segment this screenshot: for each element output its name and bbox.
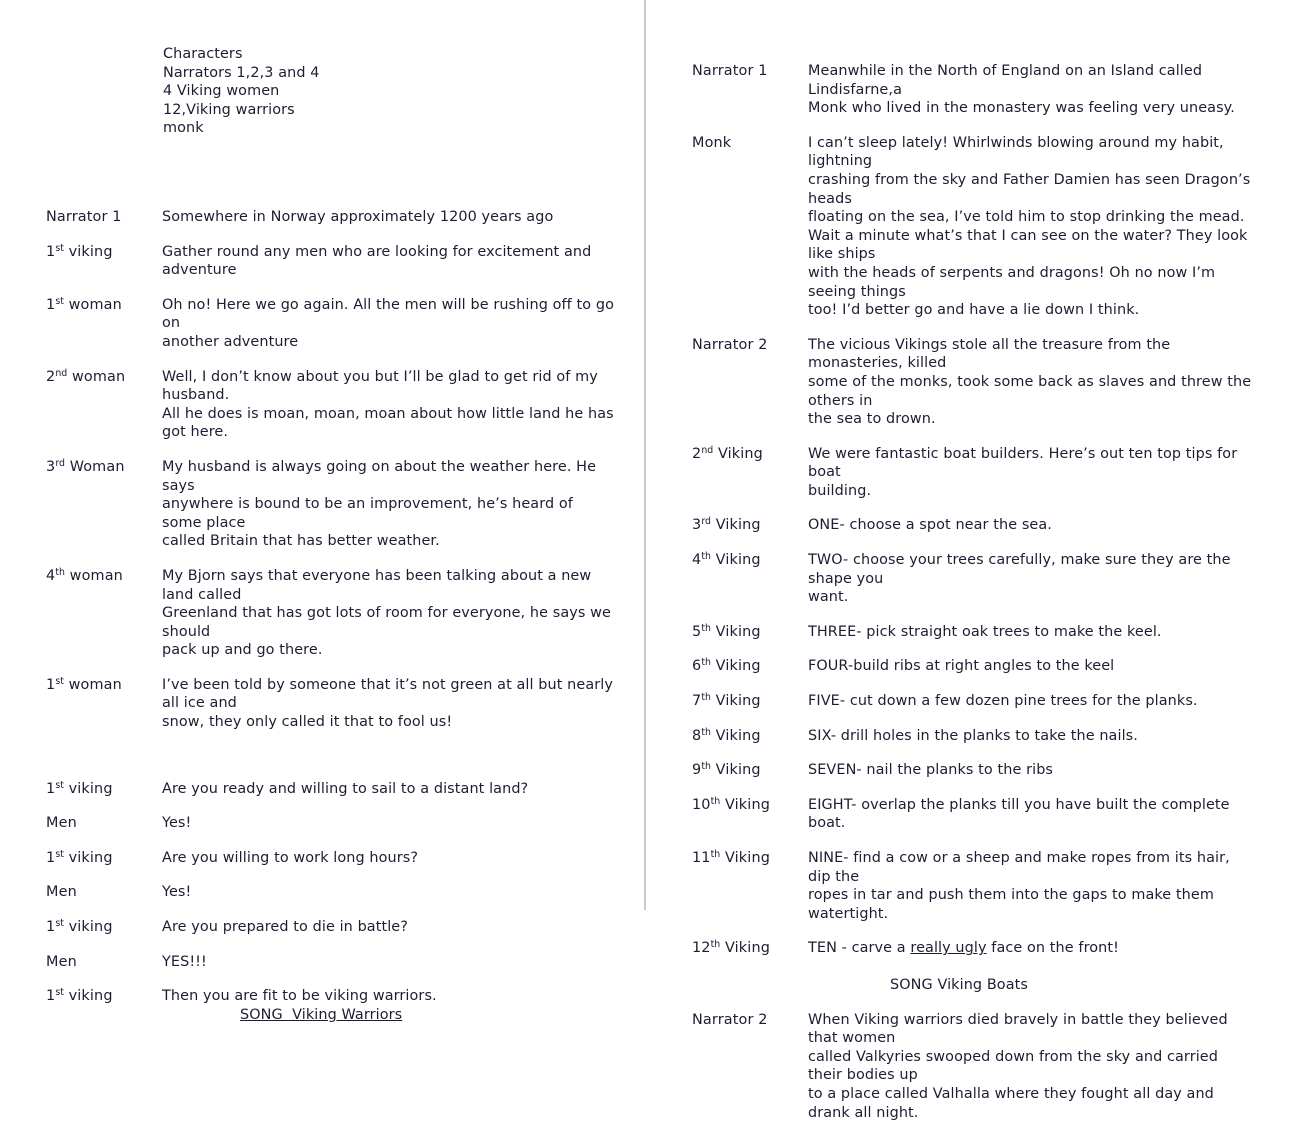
speech-text bbox=[162, 849, 614, 868]
speaker-label: Monk bbox=[692, 134, 732, 151]
speech-line: called Valkyries swooped down from the sky and carried their bodies up bbox=[808, 1048, 1223, 1084]
speech-line: FOUR-build ribs at right angles to the keel bbox=[808, 658, 1115, 675]
speech-line: floating on the sea, I’ve told him to stop drinking the mead. bbox=[808, 209, 1245, 226]
script-row bbox=[692, 134, 1289, 320]
speaker-label: Men bbox=[46, 815, 77, 832]
speech-line: SIX- drill holes in the planks to take the nails. bbox=[808, 727, 1138, 744]
speech-text bbox=[808, 727, 1252, 746]
script-row bbox=[46, 567, 690, 660]
speech-text bbox=[808, 761, 1252, 780]
speech-text bbox=[808, 849, 1252, 923]
speech-line: We were fantastic boat builders. Here’s out ten top tips for boat bbox=[808, 445, 1242, 481]
script-row bbox=[46, 849, 690, 868]
speech-line: My Bjorn says that everyone has been talking about a new land called bbox=[162, 567, 596, 603]
ordinal-suffix: st bbox=[55, 986, 64, 998]
ordinal-suffix: th bbox=[701, 726, 711, 738]
speaker-label: Men bbox=[46, 953, 77, 970]
speech-line: Are you willing to work long hours? bbox=[162, 849, 419, 866]
speaker-label: 1st viking bbox=[46, 779, 113, 797]
ordinal-suffix: th bbox=[701, 760, 711, 772]
speech-line: Are you prepared to die in battle? bbox=[162, 919, 408, 936]
speaker-label: Narrator 1 bbox=[46, 209, 122, 225]
right-column bbox=[644, 0, 1289, 1121]
speech-line: Yes! bbox=[162, 884, 192, 901]
speech-line: crashing from the sky and Father Damien has seen Dragon’s heads bbox=[808, 171, 1255, 207]
script-row bbox=[692, 62, 1289, 118]
speech-line: Are you ready and willing to sail to a distant land? bbox=[162, 780, 529, 797]
speech-line: Gather round any men who are looking for excitement and adventure bbox=[162, 243, 597, 279]
speech-text bbox=[162, 676, 618, 732]
speaker-label: 4th Viking bbox=[692, 550, 761, 569]
script-row bbox=[692, 761, 1289, 780]
speaker-label: 1st woman bbox=[46, 675, 122, 693]
script-row bbox=[692, 623, 1289, 642]
ordinal-suffix: st bbox=[55, 848, 64, 860]
ordinal-suffix: rd bbox=[55, 457, 65, 469]
speech-line: FIVE- cut down a few dozen pine trees for the planks. bbox=[808, 693, 1198, 710]
speech-text bbox=[808, 623, 1252, 642]
ordinal-suffix: rd bbox=[701, 516, 711, 528]
speech-line: I can’t sleep lately! Whirlwinds blowing around my habit, lightning bbox=[808, 134, 1229, 170]
speaker-label: 1st viking bbox=[46, 986, 113, 1005]
speaker-label: 11th Viking bbox=[692, 848, 770, 866]
speech-line: TEN - carve a really ugly face on the front! bbox=[808, 940, 1120, 957]
speaker-label: 6th Viking bbox=[692, 657, 761, 675]
script-row bbox=[692, 727, 1289, 746]
speech-text bbox=[162, 567, 614, 660]
speech-text bbox=[808, 1011, 1252, 1123]
script-row bbox=[46, 368, 690, 442]
script-row bbox=[46, 953, 690, 972]
speaker-label: 1st viking bbox=[46, 848, 113, 866]
speaker-label: 8th Viking bbox=[692, 726, 761, 744]
ordinal-suffix: th bbox=[701, 622, 711, 634]
speaker-label: 4th woman bbox=[46, 566, 123, 584]
speech-text bbox=[808, 692, 1252, 711]
speech-text bbox=[808, 134, 1255, 320]
speaker-label: Narrator 2 bbox=[692, 1011, 768, 1028]
speech-text bbox=[162, 814, 614, 833]
speech-line: EIGHT- overlap the planks till you have built the complete boat. bbox=[808, 796, 1235, 832]
speech-line: Oh no! Here we go again. All the men will be rushing off to go on bbox=[162, 296, 619, 332]
speech-text bbox=[162, 883, 614, 902]
speech-text bbox=[808, 796, 1252, 833]
speaker-label: 1st viking bbox=[46, 917, 113, 936]
speech-text bbox=[808, 657, 1252, 676]
script-row bbox=[692, 516, 1289, 535]
characters-line: Narrators 1,2,3 and 4 bbox=[163, 64, 320, 81]
script-row bbox=[46, 296, 690, 352]
speech-text bbox=[808, 551, 1252, 607]
speech-line: When Viking warriors died bravely in battle they believed that women bbox=[808, 1011, 1233, 1047]
script-row bbox=[46, 208, 690, 227]
speech-text bbox=[808, 62, 1252, 118]
speaker-label: 2nd woman bbox=[46, 367, 126, 385]
script-row bbox=[692, 551, 1289, 607]
speech-line: The vicious Vikings stole all the treasure from the monasteries, killed bbox=[808, 336, 1175, 372]
ordinal-suffix: nd bbox=[55, 367, 68, 379]
speaker-label: 7th Viking bbox=[692, 691, 761, 710]
ordinal-suffix: th bbox=[55, 566, 65, 578]
speaker-label: 12th Viking bbox=[692, 939, 770, 957]
ordinal-suffix: st bbox=[55, 242, 64, 254]
ordinal-suffix: th bbox=[701, 550, 711, 562]
script-row bbox=[692, 692, 1289, 711]
speech-line: All he does is moan, moan, moan about how little land he has got here. bbox=[162, 405, 619, 441]
speech-text bbox=[808, 516, 1252, 535]
speech-line: pack up and go there. bbox=[162, 642, 323, 659]
script-row bbox=[46, 780, 690, 799]
script-row bbox=[46, 243, 690, 280]
ordinal-suffix: th bbox=[710, 939, 721, 951]
speaker-label: 10th Viking bbox=[692, 795, 770, 813]
speaker-label: 1st viking bbox=[46, 242, 113, 260]
speech-line: ONE- choose a spot near the sea. bbox=[808, 517, 1052, 534]
speech-text bbox=[162, 368, 619, 442]
speech-line: building. bbox=[808, 482, 872, 499]
speaker-label: 1st woman bbox=[46, 295, 122, 313]
speech-line: Meanwhile in the North of England on an Island called Lindisfarne,a bbox=[808, 63, 1207, 98]
script-row bbox=[692, 445, 1289, 501]
speech-line: Then you are fit to be viking warriors. bbox=[162, 988, 437, 1005]
speaker-label: 9th Viking bbox=[692, 760, 761, 779]
speaker-label: 2nd Viking bbox=[692, 444, 763, 462]
characters-line: Characters bbox=[163, 46, 243, 62]
column-divider bbox=[644, 0, 646, 910]
speech-text bbox=[808, 445, 1252, 501]
characters-line: monk bbox=[163, 120, 204, 137]
speech-line: I’ve been told by someone that it’s not green at all but nearly all ice and bbox=[162, 676, 618, 712]
script-row bbox=[692, 1011, 1289, 1123]
speech-line: another adventure bbox=[162, 333, 299, 350]
speech-line: NINE- find a cow or a sheep and make ropes from its hair, dip the bbox=[808, 850, 1235, 885]
characters-line: 4 Viking women bbox=[163, 83, 280, 100]
characters-block bbox=[163, 45, 320, 138]
speech-line: called Britain that has better weather. bbox=[162, 533, 440, 550]
speech-line: Monk who lived in the monastery was feeling very uneasy. bbox=[808, 100, 1235, 117]
script-row bbox=[692, 796, 1289, 833]
speech-line: want. bbox=[808, 589, 849, 606]
speech-line: My husband is always going on about the weather here. He says bbox=[162, 458, 601, 494]
speech-text bbox=[162, 243, 614, 280]
script-row bbox=[692, 939, 1289, 994]
speaker-label: Narrator 2 bbox=[692, 336, 768, 353]
script-row bbox=[46, 918, 690, 937]
ordinal-suffix: st bbox=[55, 295, 64, 307]
script-row bbox=[692, 336, 1289, 429]
script-row bbox=[692, 849, 1289, 923]
speech-line: YES!!! bbox=[162, 953, 207, 970]
speaker-label: Men bbox=[46, 884, 77, 901]
song-cue: SONG Viking Warriors bbox=[240, 1006, 403, 1023]
ordinal-suffix: st bbox=[55, 675, 64, 687]
script-row bbox=[46, 883, 690, 902]
speech-text bbox=[162, 458, 614, 551]
speech-line: THREE- pick straight oak trees to make the keel. bbox=[808, 623, 1162, 640]
characters-line: 12,Viking warriors bbox=[163, 101, 295, 118]
speaker-label: 5th Viking bbox=[692, 622, 761, 640]
speech-line: Wait a minute what’s that I can see on the water? They look like ships bbox=[808, 227, 1253, 263]
speech-text bbox=[162, 296, 619, 352]
script-row bbox=[46, 676, 690, 732]
ordinal-suffix: th bbox=[710, 848, 721, 860]
speech-line: Well, I don’t know about you but I’ll be glad to get rid of my husband. bbox=[162, 368, 603, 404]
script-row bbox=[46, 814, 690, 833]
ordinal-suffix: st bbox=[55, 917, 64, 929]
left-script-body bbox=[0, 208, 690, 1040]
speech-line: Yes! bbox=[162, 815, 192, 832]
speech-text bbox=[162, 208, 614, 227]
speech-line: TWO- choose your trees carefully, make sure they are the shape you bbox=[808, 552, 1236, 587]
ordinal-suffix: th bbox=[710, 795, 721, 807]
speech-line: snow, they only called it that to fool us! bbox=[162, 714, 453, 731]
speech-text bbox=[808, 939, 1252, 994]
ordinal-suffix: th bbox=[701, 657, 711, 669]
speech-text bbox=[162, 918, 614, 937]
left-column bbox=[0, 0, 644, 1023]
speech-line: the sea to drown. bbox=[808, 411, 936, 428]
blank-line-spacer bbox=[46, 748, 690, 780]
song-cue: SONG Viking Boats bbox=[890, 976, 1028, 993]
speaker-label: 3rd Viking bbox=[692, 516, 761, 534]
underlined-emphasis: really ugly bbox=[910, 940, 987, 957]
speech-line: to a place called Valhalla where they fought all day and drank all night. bbox=[808, 1085, 1219, 1121]
speech-text bbox=[162, 780, 614, 799]
speech-line: anywhere is bound to be an improvement, he’s heard of some place bbox=[162, 496, 578, 531]
speech-text bbox=[162, 953, 614, 972]
ordinal-suffix: st bbox=[55, 779, 64, 791]
ordinal-suffix: th bbox=[701, 691, 711, 703]
speech-line: SEVEN- nail the planks to the ribs bbox=[808, 762, 1054, 779]
script-row bbox=[46, 458, 690, 551]
right-script-body bbox=[644, 62, 1289, 1138]
speech-line: Somewhere in Norway approximately 1200 years ago bbox=[162, 209, 554, 225]
speech-line: ropes in tar and push them into the gaps to make them watertight. bbox=[808, 887, 1219, 922]
script-row bbox=[692, 657, 1289, 676]
speech-line: Greenland that has got lots of room for everyone, he says we should bbox=[162, 605, 616, 640]
ordinal-suffix: nd bbox=[701, 444, 714, 456]
speaker-label: 3rd Woman bbox=[46, 457, 125, 475]
speech-text bbox=[808, 336, 1256, 429]
speaker-label: Narrator 1 bbox=[692, 63, 768, 79]
script-row bbox=[46, 987, 690, 1024]
speech-line: some of the monks, took some back as slaves and threw the others in bbox=[808, 373, 1256, 409]
speech-text bbox=[162, 987, 614, 1024]
speech-line: too! I’d better go and have a lie down I think. bbox=[808, 302, 1140, 319]
speech-line: with the heads of serpents and dragons! Oh no now I’m seeing things bbox=[808, 264, 1220, 300]
